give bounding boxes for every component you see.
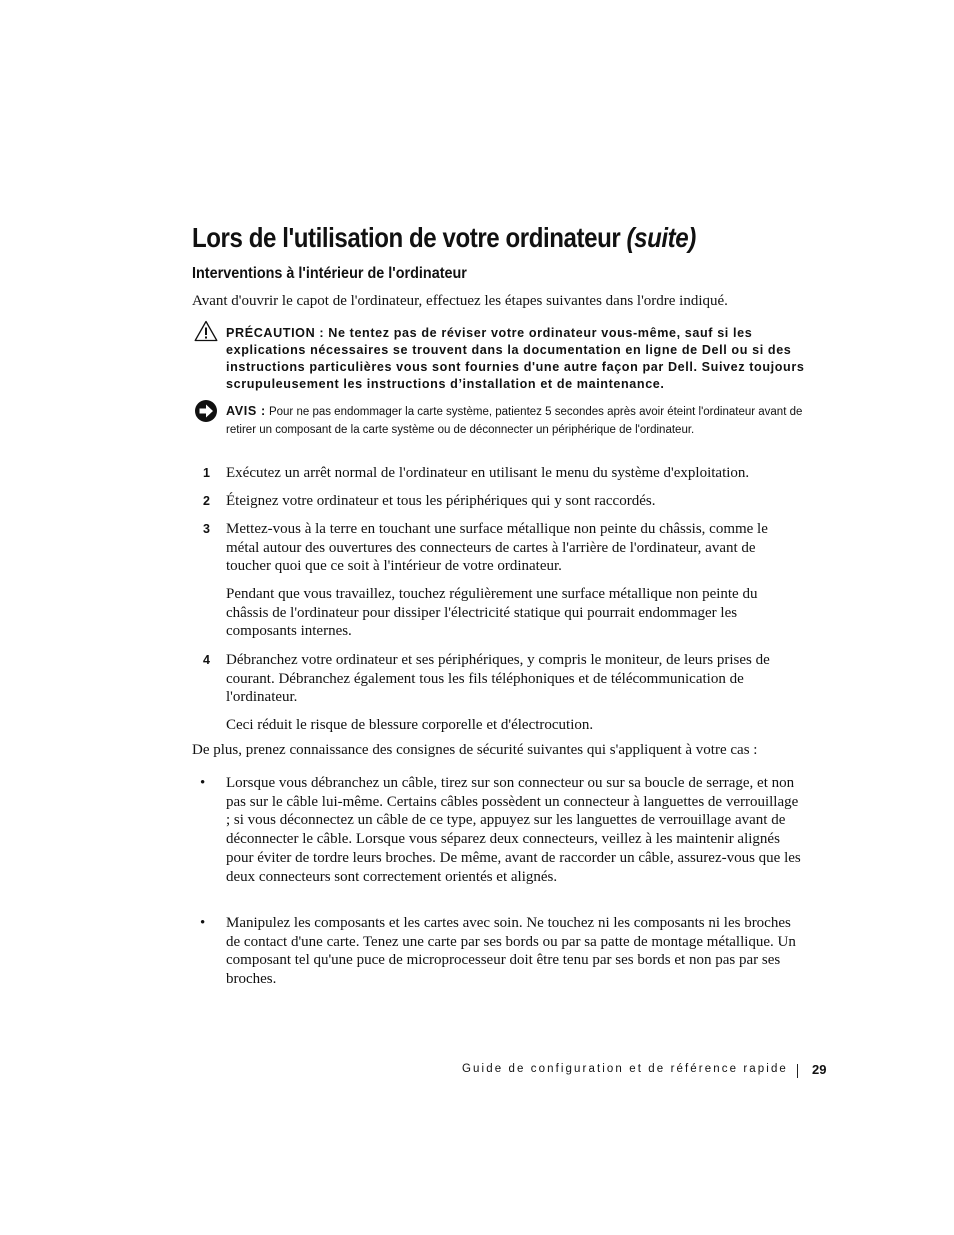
step-text: Débranchez votre ordinateur et ses périphériques, y compris le moniteur, de leurs prises de courant. Débranchez également tous les fils téléphoniques et de télécommunication de l'ordinateur. xyxy=(226,652,770,706)
warning-triangle-icon xyxy=(194,320,218,342)
page-number: 29 xyxy=(812,1062,827,1077)
step-note: Ceci réduit le risque de blessure corporelle et d'électrocution. xyxy=(226,717,594,733)
step-number: 2 xyxy=(203,494,210,508)
bullet-item: Lorsque vous débranchez un câble, tirez sur son connecteur ou sur sa boucle de serrage, et non pas sur le câble lui-même. Certains câbles possèdent un connecteur à languettes de verrouillage ; si vous déconnectez un câble de ce type, appuyez sur les languettes de verrouillage avant de déconnecter le câble. Lorsque vous séparez deux connecteurs, veillez à les maintenir alignés pour éviter de tordre leurs broches. De même, avant de raccorder un câble, assurez-vous que les deux connecteurs sont correctement orientés et alignés. xyxy=(226,775,801,885)
step-number: 1 xyxy=(203,466,210,480)
page-title-main: Lors de l'utilisation de votre ordinateur xyxy=(192,222,621,253)
step-text: Mettez-vous à la terre en touchant une surface métallique non peinte du châssis, comme le métal autour des ouvertures des connecteurs de cartes à l'arrière de l'ordinateur, avant de toucher quoi que ce soit à l'intérieur de votre ordinateur. xyxy=(226,521,768,575)
notice-label: AVIS : xyxy=(226,404,266,418)
step-number: 3 xyxy=(203,522,210,536)
intro-paragraph: Avant d'ouvrir le capot de l'ordinateur, effectuez les étapes suivantes dans l'ordre indiqué. xyxy=(192,293,728,309)
step-text: Éteignez votre ordinateur et tous les périphériques qui y sont raccordés. xyxy=(226,493,656,509)
notice-arrow-icon xyxy=(194,399,218,423)
bullet-item: Manipulez les composants et les cartes avec soin. Ne touchez ni les composants ni les broches de contact d'une carte. Tenez une carte par ses bords ou par sa patte de montage métallique. Un composant tel qu'une puce de microprocesseur doit être tenu par ses bords et non pas par ses broches. xyxy=(226,915,796,988)
step-number: 4 xyxy=(203,653,210,667)
safety-intro: De plus, prenez connaissance des consignes de sécurité suivantes qui s'appliquent à votre cas : xyxy=(192,742,758,758)
caution-text: PRÉCAUTION : Ne tentez pas de réviser votre ordinateur vous-même, sauf si les explications nécessaires se trouvent dans la documentation en ligne de Dell ou si des instructions particulières vous sont fournies d'une autre façon par Dell. Suivez toujours scrupuleusement les instructions d’installation et de maintenance. xyxy=(226,326,805,391)
notice-text xyxy=(226,403,806,439)
page-title-suffix: (suite) xyxy=(626,222,696,253)
bullet-marker: • xyxy=(200,775,206,791)
bullet-marker: • xyxy=(200,915,206,931)
step-text: Exécutez un arrêt normal de l'ordinateur en utilisant le menu du système d'exploitation. xyxy=(226,465,750,481)
section-heading: Interventions à l'intérieur de l'ordinateur xyxy=(192,265,467,282)
page-title xyxy=(192,222,696,254)
footer-guide-title: Guide de configuration et de référence rapide xyxy=(462,1063,788,1075)
footer-divider xyxy=(797,1064,798,1078)
step-note: Pendant que vous travaillez, touchez régulièrement une surface métallique non peinte du châssis de l'ordinateur pour dissiper l'électricité statique qui pourrait endommager les composants internes. xyxy=(226,586,758,640)
notice-body: Pour ne pas endommager la carte système, patientez 5 secondes après avoir éteint l'ordinateur avant de retirer un composant de la carte système ou de déconnecter un périphérique de l'ordinateur. xyxy=(226,406,803,436)
